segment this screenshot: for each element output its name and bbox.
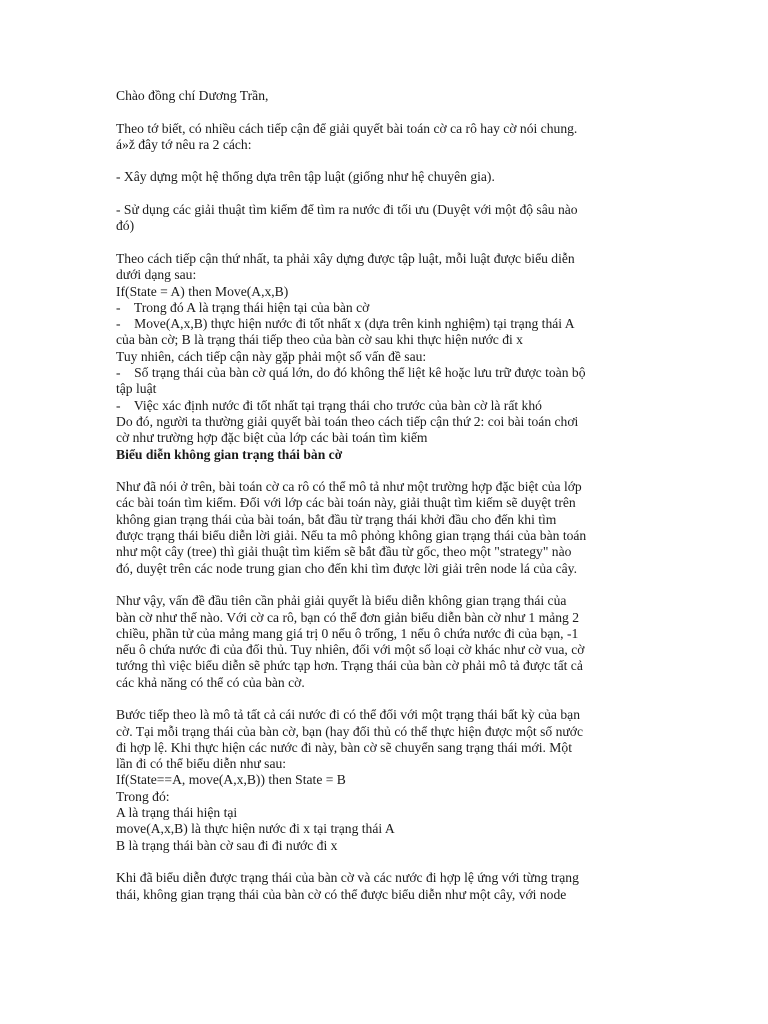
blank-line bbox=[116, 691, 656, 707]
text-line: Theo tớ biết, có nhiều cách tiếp cận để giải quyết bài toán cờ ca rô hay cờ nói chung. bbox=[116, 120, 578, 136]
text-line: tập luật bbox=[116, 381, 157, 397]
text-line: đó) bbox=[116, 218, 135, 234]
text-line: Do đó, người ta thường giải quyết bài toán theo cách tiếp cận thứ 2: coi bài toán chơi bbox=[116, 413, 579, 429]
document-page bbox=[116, 88, 656, 903]
text-line: các bài toán tìm kiếm. Đối với lớp các bài toán này, giải thuật tìm kiếm sẽ duyệt trên bbox=[116, 495, 576, 511]
text-line: If(State==A, move(A,x,B)) then State = B bbox=[116, 772, 346, 788]
blank-line bbox=[116, 186, 656, 202]
text-line: - Việc xác định nước đi tốt nhất tại trạng thái cho trước của bàn cờ là rất khó bbox=[116, 397, 542, 413]
text-line: nếu ô chứa nước đi của đối thủ. Tuy nhiên, đối với một số loại cờ khác như cờ vua, cờ bbox=[116, 642, 585, 658]
text-line: á»ž đây tớ nêu ra 2 cách: bbox=[116, 136, 252, 152]
blank-line bbox=[116, 577, 656, 593]
text-line: Trong đó: bbox=[116, 788, 170, 804]
blank-line bbox=[116, 153, 656, 169]
text-line: lần đi có thể biểu diễn như sau: bbox=[116, 756, 287, 772]
text-line: dưới dạng sau: bbox=[116, 267, 197, 283]
text-line: không gian trạng thái của bài toán, bắt đầu từ trạng thái khởi đầu cho đến khi tìm bbox=[116, 511, 557, 527]
text-line: - Sử dụng các giải thuật tìm kiếm để tìm ra nước đi tối ưu (Duyệt với một độ sâu nào bbox=[116, 202, 578, 218]
text-line: Chào đồng chí Dương Trần, bbox=[116, 88, 269, 103]
text-line: bàn cờ như thế nào. Với cờ ca rô, bạn có thể đơn giản biểu diễn bàn cờ như 1 mảng 2 bbox=[116, 609, 580, 625]
blank-line bbox=[116, 235, 656, 251]
text-line: Khi đã biểu diễn được trạng thái của bàn cờ và các nước đi hợp lệ ứng với từng trạng bbox=[116, 870, 579, 886]
text-line: cờ. Tại mỗi trạng thái của bàn cờ, bạn (hay đối thủ có thể thực hiện được một số nước bbox=[116, 723, 583, 739]
text-line: - Số trạng thái của bàn cờ quá lớn, do đó không thể liệt kê hoặc lưu trữ được toàn bộ bbox=[116, 365, 586, 381]
text-line: tướng thì việc biểu diễn sẽ phức tạp hơn. Trạng thái của bàn cờ phải mô tả được tất cả bbox=[116, 658, 583, 674]
text-line: của bàn cờ; B là trạng thái tiếp theo của bàn cờ sau khi thực hiện nước đi x bbox=[116, 332, 523, 348]
text-line: - Move(A,x,B) thực hiện nước đi tốt nhất x (dựa trên kinh nghiệm) tại trạng thái A bbox=[116, 316, 575, 332]
text-line: chiều, phần tử của mảng mang giá trị 0 nếu ô trống, 1 nếu ô chứa nước đi của bạn, -1 bbox=[116, 625, 579, 641]
blank-line bbox=[116, 104, 656, 120]
text-line: move(A,x,B) là thực hiện nước đi x tại trạng thái A bbox=[116, 821, 395, 837]
text-line: Tuy nhiên, cách tiếp cận này gặp phải một số vấn đề sau: bbox=[116, 348, 427, 364]
text-line: được trạng thái biểu diễn lời giải. Nếu ta mô phỏng không gian trạng thái của bàn toán bbox=[116, 528, 587, 544]
text-line: đi hợp lệ. Khi thực hiện các nước đi này, bàn cờ sẽ chuyển sang trạng thái mới. Một bbox=[116, 739, 572, 755]
text-line: đó, duyệt trên các node trung gian cho đến khi tìm được lời giải trên node lá của cây. bbox=[116, 560, 577, 576]
section-heading: Biểu diễn không gian trạng thái bàn cờ bbox=[116, 446, 343, 462]
text-line: If(State = A) then Move(A,x,B) bbox=[116, 283, 289, 299]
blank-line bbox=[116, 854, 656, 870]
text-line: A là trạng thái hiện tại bbox=[116, 805, 238, 821]
text-line: - Trong đó A là trạng thái hiện tại của bàn cờ bbox=[116, 299, 370, 315]
text-line: - Xây dựng một hệ thống dựa trên tập luật (giống như hệ chuyên gia). bbox=[116, 169, 495, 185]
text-line: Như vậy, vấn đề đầu tiên cần phải giải quyết là biểu diễn không gian trạng thái của bbox=[116, 593, 567, 609]
text-line: Theo cách tiếp cận thứ nhất, ta phải xây dựng được tập luật, mỗi luật được biểu diễn bbox=[116, 250, 575, 266]
text-line: Như đã nói ở trên, bài toán cờ ca rô có thể mô tả như một trường hợp đặc biệt của lớp bbox=[116, 479, 582, 495]
text-line: B là trạng thái bàn cờ sau đi đi nước đi x bbox=[116, 837, 338, 853]
text-line: Bước tiếp theo là mô tả tất cả cái nước đi có thể đối với một trạng thái bất kỳ của bạn bbox=[116, 707, 580, 723]
text-line: cờ như trường hợp đặc biệt của lớp các bài toán tìm kiếm bbox=[116, 430, 428, 446]
text-line: thái, không gian trạng thái của bàn cờ có thể được biểu diễn như một cây, với node bbox=[116, 886, 567, 902]
text-line: các khả năng có thể có của bàn cờ. bbox=[116, 674, 305, 690]
blank-line bbox=[116, 463, 656, 479]
text-line: như một cây (tree) thì giải thuật tìm kiếm sẽ bắt đầu từ gốc, theo một "strategy" nào bbox=[116, 544, 572, 560]
